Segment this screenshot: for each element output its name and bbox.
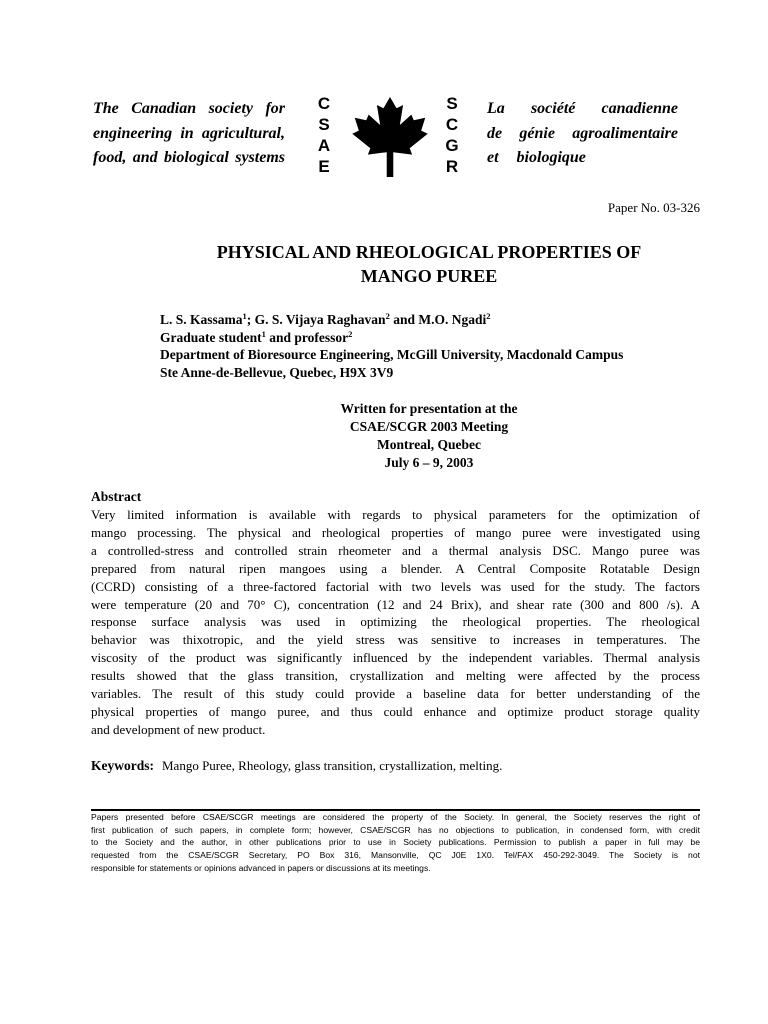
presentation-info: [158, 400, 700, 472]
author-name: ; G. S. Vijaya Raghavan: [246, 312, 386, 327]
author-block: [160, 311, 623, 382]
author-role: Graduate student: [160, 329, 262, 345]
presentation-line: CSAE/SCGR 2003 Meeting: [349, 419, 509, 434]
presentation-line: Montreal, Quebec: [377, 437, 481, 452]
author-address: Ste Anne-de-Bellevue, Quebec, H9X 3V9: [160, 365, 394, 381]
keywords-text: Mango Puree, Rheology, glass transition, crystallization, melting.: [162, 758, 503, 773]
keywords-label: Keywords:: [91, 758, 154, 773]
copyright-notice: [91, 811, 700, 875]
affiliation-mark: 2: [348, 328, 353, 339]
paper-title: [158, 240, 700, 288]
abstract-line: prepared from natural ripen mangoes using a blender. A Central Composite Rotatable Design: [91, 560, 700, 576]
abstract-body: [91, 506, 700, 739]
author-names: [160, 311, 623, 329]
acronym-letter: C: [445, 115, 459, 134]
copyright-notice-line: requested from the CSAE/SCGR Secretary, PO Box 316, Mansonville, QC J0E 1X0. Tel/FAX 450-292-3049. The Society is not: [91, 850, 700, 861]
acronym-csae: [314, 93, 334, 177]
acronym-letter: S: [318, 115, 330, 134]
abstract-line: (CCRD) consisting of a three-factored factorial with two levels was used for the study. The factors: [91, 578, 700, 594]
society-name-french-line: de génie agroalimentaire: [487, 124, 678, 142]
paper-number: Paper No. 03-326: [607, 200, 700, 215]
society-name-french-line: et biologique: [487, 149, 586, 166]
paper-title-line: MANGO PUREE: [360, 266, 498, 286]
maple-leaf-icon: [349, 97, 431, 177]
abstract-line: results showed that the glass transition, crystallization and melting were affected by the process: [91, 668, 700, 684]
affiliation-mark: 1: [261, 328, 266, 339]
abstract-line: Very limited information is available with regards to physical parameters for the optimization of: [91, 507, 700, 522]
abstract-line: viscosity of the product was significantly influenced by the independent variables. Thermal analysis: [91, 650, 700, 666]
society-name-english-line: engineering in agricultural,: [93, 124, 285, 142]
copyright-notice-line: to the Society and the author, in other publications prior to use in Society publications. Permission to publish a paper in full may be: [91, 837, 700, 848]
keywords: [91, 757, 700, 775]
author-role: and professor: [265, 329, 349, 345]
paper-title-line: PHYSICAL AND RHEOLOGICAL PROPERTIES OF: [216, 242, 642, 262]
society-name-french: [487, 97, 678, 171]
society-name-english: [93, 97, 285, 171]
author-name: L. S. Kassama: [160, 312, 243, 327]
abstract-line: behavior was thixotropic, and the yield stress was sensitive to increases in temperatures. The: [91, 632, 700, 648]
presentation-line: Written for presentation at the: [340, 401, 518, 416]
author-department: Department of Bioresource Engineering, McGill University, Macdonald Campus: [160, 347, 624, 363]
abstract-line: and development of new product.: [91, 721, 266, 737]
acronym-letter: S: [446, 94, 458, 113]
abstract-heading: Abstract: [91, 489, 142, 504]
affiliation-mark: 2: [385, 311, 390, 321]
society-name-french-line: La société canadienne: [487, 100, 678, 117]
abstract-line: physical properties of mango puree, and thus could enhance and optimize product storage quality: [91, 703, 700, 719]
abstract-line: mango processing. The physical and rheological properties of mango puree were investigated using: [91, 524, 700, 540]
author-name: and M.O. Ngadi: [389, 312, 487, 327]
affiliation-mark: 1: [242, 311, 247, 321]
affiliation-mark: 2: [486, 311, 491, 321]
presentation-line: July 6 – 9, 2003: [384, 455, 474, 470]
society-name-english-line: The Canadian society for: [93, 100, 285, 117]
abstract-line: variables. The result of this study could provide a baseline data for better understanding of the: [91, 686, 700, 702]
abstract-line: were temperature (20 and 70° C), concentration (12 and 24 Brix), and shear rate (300 and 800 /s). A: [91, 596, 700, 612]
acronym-letter: G: [445, 136, 459, 155]
abstract-line: response surface analysis was used in optimizing the rheological properties. The rheological: [91, 614, 700, 630]
acronym-letter: R: [445, 157, 459, 176]
acronym-letter: E: [318, 157, 330, 176]
acronym-letter: A: [317, 136, 331, 155]
copyright-notice-line: first publication of such papers, in complete form; however, CSAE/SCGR has no objections to publication, in condensed form, with credit: [91, 824, 700, 835]
acronym-scgr: [442, 93, 462, 177]
copyright-notice-line: Papers presented before CSAE/SCGR meetings are considered the property of the Society. In general, the Society reserves the right of: [91, 812, 700, 822]
acronym-letter: C: [317, 94, 331, 113]
copyright-notice-line: responsible for statements or opinions advanced in papers or discussions at its meetings.: [91, 862, 431, 873]
society-name-english-line: food, and biological systems: [93, 149, 285, 166]
abstract-line: a controlled-stress and controlled strain rheometer and a thermal analysis DSC. Mango puree was: [91, 542, 700, 558]
author-roles: [160, 329, 623, 347]
